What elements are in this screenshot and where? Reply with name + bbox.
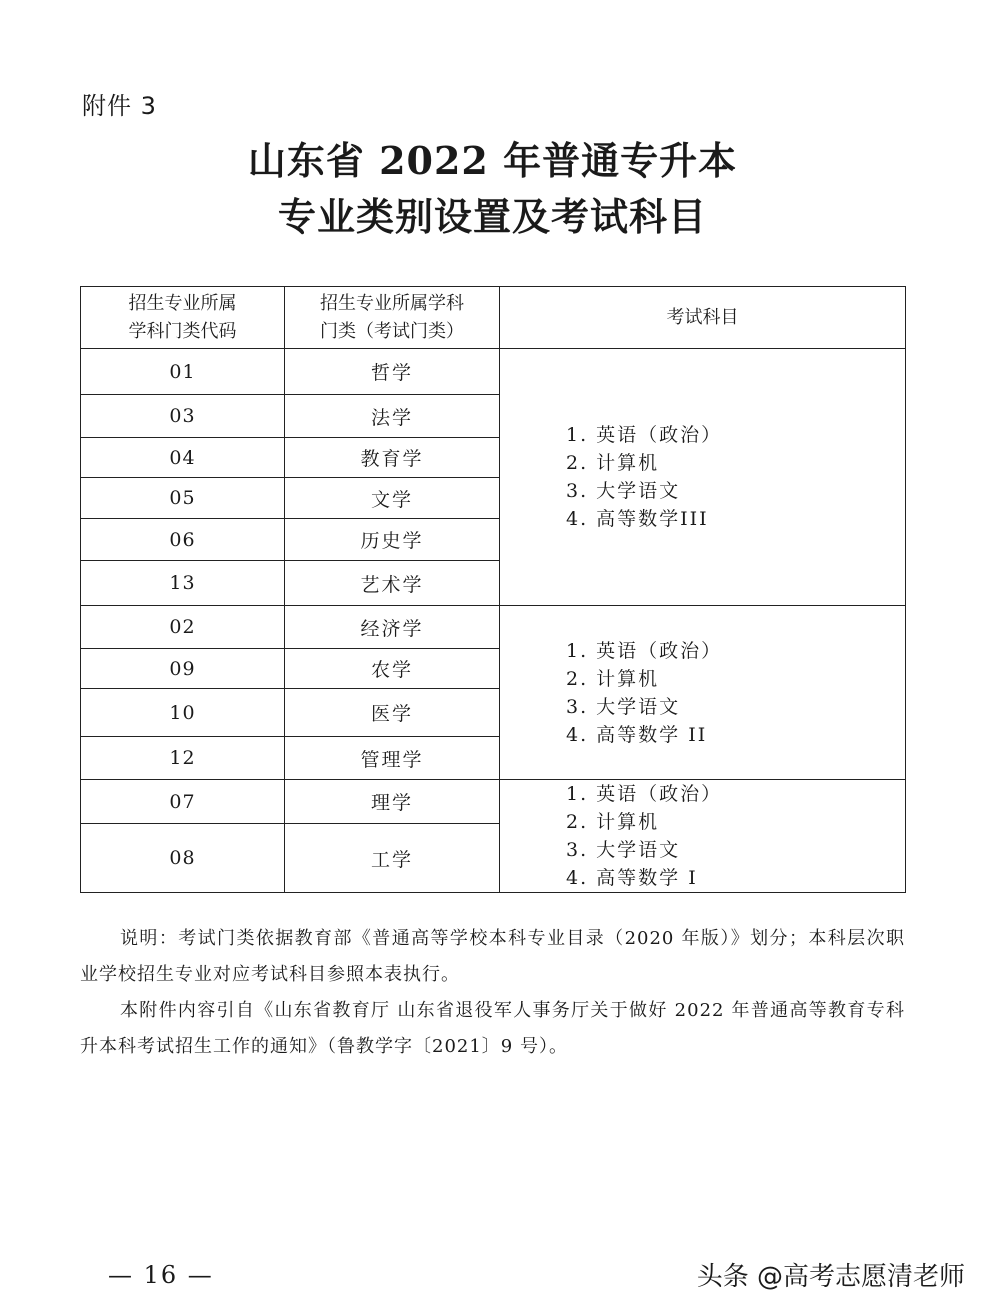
code-cell: 07: [81, 780, 285, 824]
subject-item: 3. 大学语文: [566, 839, 681, 861]
code-cell: 03: [81, 395, 285, 438]
code-cell: 08: [81, 824, 285, 893]
table-row: [81, 349, 906, 395]
subject-item: 1. 英语（政治）: [566, 639, 723, 662]
category-cell: 农学: [285, 649, 500, 689]
code-cell: 09: [81, 649, 285, 689]
code-cell: 04: [81, 438, 285, 478]
table-row: [81, 606, 906, 649]
subject-item: 2. 计算机: [566, 667, 660, 690]
page-title: 山东省 2022 年普通专升本: [247, 138, 738, 183]
subject-item: 4. 高等数学 I: [566, 867, 698, 889]
table-header-row: [81, 287, 906, 349]
subjects-cell-group3: [500, 780, 906, 893]
table-row: [81, 780, 906, 824]
category-cell: 经济学: [285, 606, 500, 649]
category-cell: 管理学: [285, 737, 500, 780]
code-cell: 06: [81, 519, 285, 561]
header-code: 招生专业所属 学科门类代码: [81, 287, 285, 349]
category-cell: 文学: [285, 478, 500, 519]
subject-item: 2. 计算机: [566, 452, 660, 474]
attachment-label: 附件 3: [82, 92, 157, 120]
code-cell: 05: [81, 478, 285, 519]
subjects-cell-group1: [500, 349, 906, 606]
code-cell: 01: [81, 349, 285, 395]
category-cell: 哲学: [285, 349, 500, 395]
exam-subjects-table: [80, 286, 906, 893]
subject-item: 4. 高等数学III: [566, 508, 709, 530]
category-cell: 工学: [285, 824, 500, 893]
page-subtitle: 专业类别设置及考试科目: [277, 194, 707, 239]
subjects-cell-group2: [500, 606, 906, 780]
subject-item: 1. 英语（政治）: [566, 783, 723, 805]
category-cell: 历史学: [285, 519, 500, 561]
subject-item: 2. 计算机: [566, 811, 660, 833]
code-cell: 02: [81, 606, 285, 649]
category-cell: 教育学: [285, 438, 500, 478]
category-cell: 艺术学: [285, 561, 500, 606]
subject-item: 3. 大学语文: [566, 695, 681, 718]
code-cell: 12: [81, 737, 285, 780]
page-number: — 16 —: [108, 1261, 214, 1289]
header-subjects: 考试科目: [500, 287, 906, 349]
code-cell: 13: [81, 561, 285, 606]
code-cell: 10: [81, 689, 285, 737]
subject-item: 3. 大学语文: [566, 480, 681, 502]
explanatory-note: 说明：考试门类依据教育部《普通高等学校本科专业目录（2020 年版）》划分；本科层次职业学校招生专业对应考试科目参照本表执行。: [80, 928, 905, 985]
subject-item: 1. 英语（政治）: [566, 424, 723, 446]
watermark-text: 头条 @高考志愿清老师: [696, 1262, 965, 1292]
subject-item: 4. 高等数学 II: [566, 723, 708, 746]
category-cell: 理学: [285, 780, 500, 824]
category-cell: 法学: [285, 395, 500, 438]
category-cell: 医学: [285, 689, 500, 737]
source-note: 本附件内容引自《山东省教育厅 山东省退役军人事务厅关于做好 2022 年普通高等教育专科升本科考试招生工作的通知》（鲁教学字〔2021〕9 号）。: [80, 1000, 905, 1057]
header-category: 招生专业所属学科 门类（考试门类）: [285, 287, 500, 349]
